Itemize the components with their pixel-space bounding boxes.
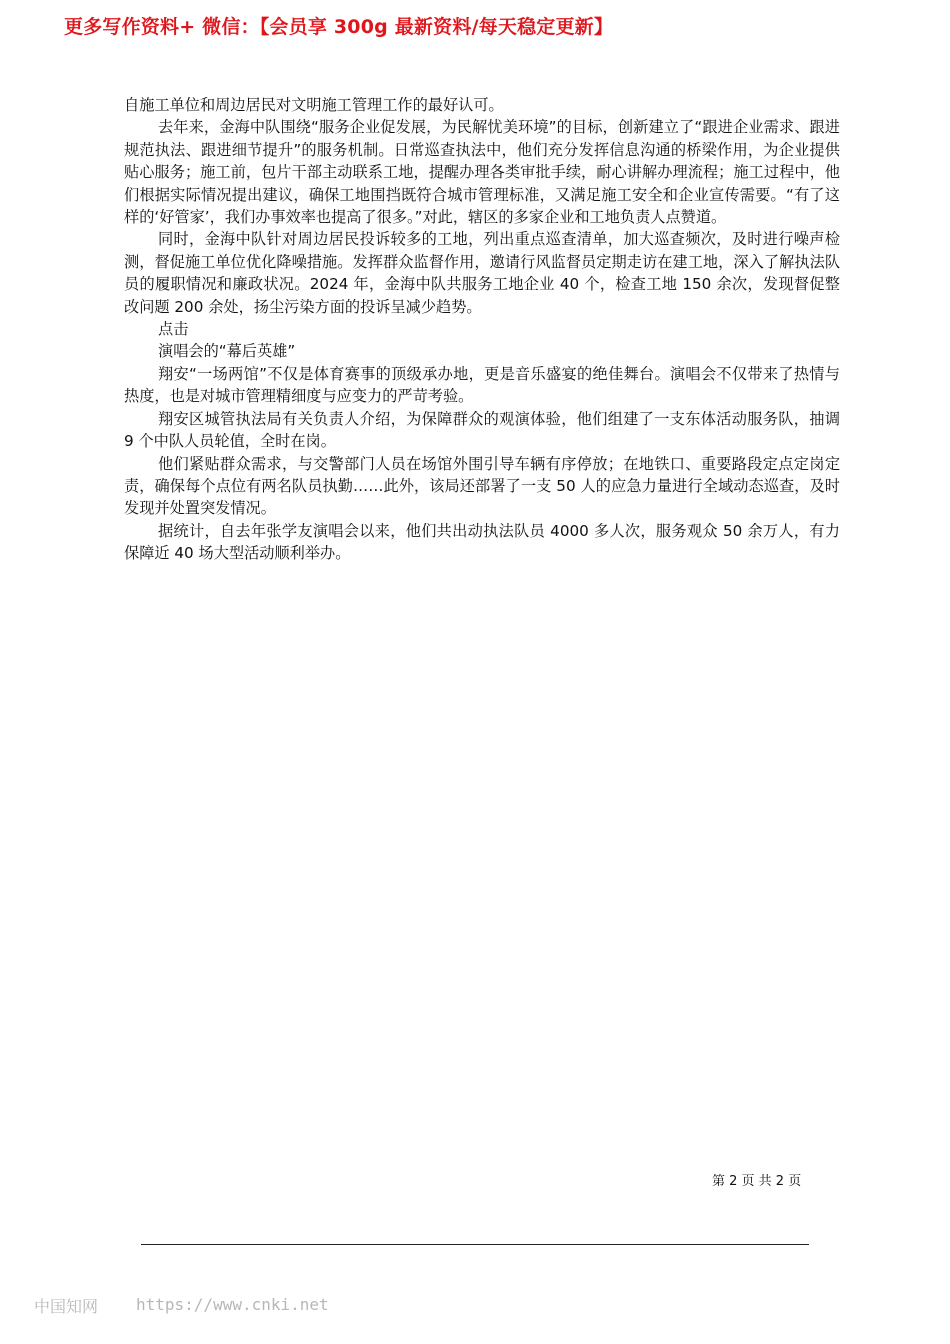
document-body: [124, 94, 840, 565]
section-heading: 演唱会的“幕后英雄”: [158, 342, 296, 361]
paragraph-continuation: 自施工单位和周边居民对文明施工管理工作的最好认可。: [124, 96, 504, 114]
paragraph: 据统计，自去年张学友演唱会以来，他们共出动执法队员 4000 多人次，服务观众 50 余万人，有力保障近 40 场大型活动顺利举办。: [124, 521, 840, 563]
cnki-url-watermark: https://www.cnki.net: [136, 1295, 329, 1314]
paragraph: 同时，金海中队针对周边居民投诉较多的工地，列出重点巡查清单，加大巡查频次，及时进行噪声检测，督促施工单位优化降噪措施。发挥群众监督作用，邀请行风监督员定期走访在建工地，深入了解执法队员的履职情况和廉政状况。2024 年，金海中队共服务工地企业 40 个，检查工地 150 余次，发现督促整改问题 200 余处，扬尘污染方面的投诉呈减少趋势。: [124, 230, 840, 316]
paragraph: 翔安区城管执法局有关负责人介绍，为保障群众的观演体验，他们组建了一支东体活动服务队，抽调 9 个中队人员轮值，全时在岗。: [124, 409, 840, 451]
page-number: 第 2 页 共 2 页: [712, 1174, 802, 1189]
paragraph: 翔安“一场两馆”不仅是体育赛事的顶级承办地，更是音乐盛宴的绝佳舞台。演唱会不仅带来了热情与热度，也是对城市管理精细度与应变力的严苛考验。: [124, 364, 840, 406]
cnki-watermark: 中国知网: [34, 1297, 99, 1316]
click-label: 点击: [158, 320, 189, 339]
promo-banner: 更多写作资料+ 微信：【会员享 300g 最新资料/每天稳定更新】: [64, 16, 614, 38]
footer-divider: [141, 1244, 809, 1245]
paragraph: 他们紧贴群众需求，与交警部门人员在场馆外围引导车辆有序停放；在地铁口、重要路段定点定岗定责，确保每个点位有两名队员执勤……此外，该局还部署了一支 50 人的应急力量进行全域动态巡查，及时发现并处置突发情况。: [124, 454, 840, 518]
paragraph: 去年来，金海中队围绕“服务企业促发展，为民解忧美环境”的目标，创新建立了“跟进企业需求、跟进规范执法、跟进细节提升”的服务机制。日常巡查执法中，他们充分发挥信息沟通的桥梁作用，为企业提供贴心服务；施工前，包片干部主动联系工地，提醒办理各类审批手续，耐心讲解办理流程；施工过程中，他们根据实际情况提出建议，确保工地围挡既符合城市管理标准，又满足施工安全和企业宣传需要。“有了这样的‘好管家’，我们办事效率也提高了很多。”对此，辖区的多家企业和工地负责人点赞道。: [124, 118, 840, 227]
